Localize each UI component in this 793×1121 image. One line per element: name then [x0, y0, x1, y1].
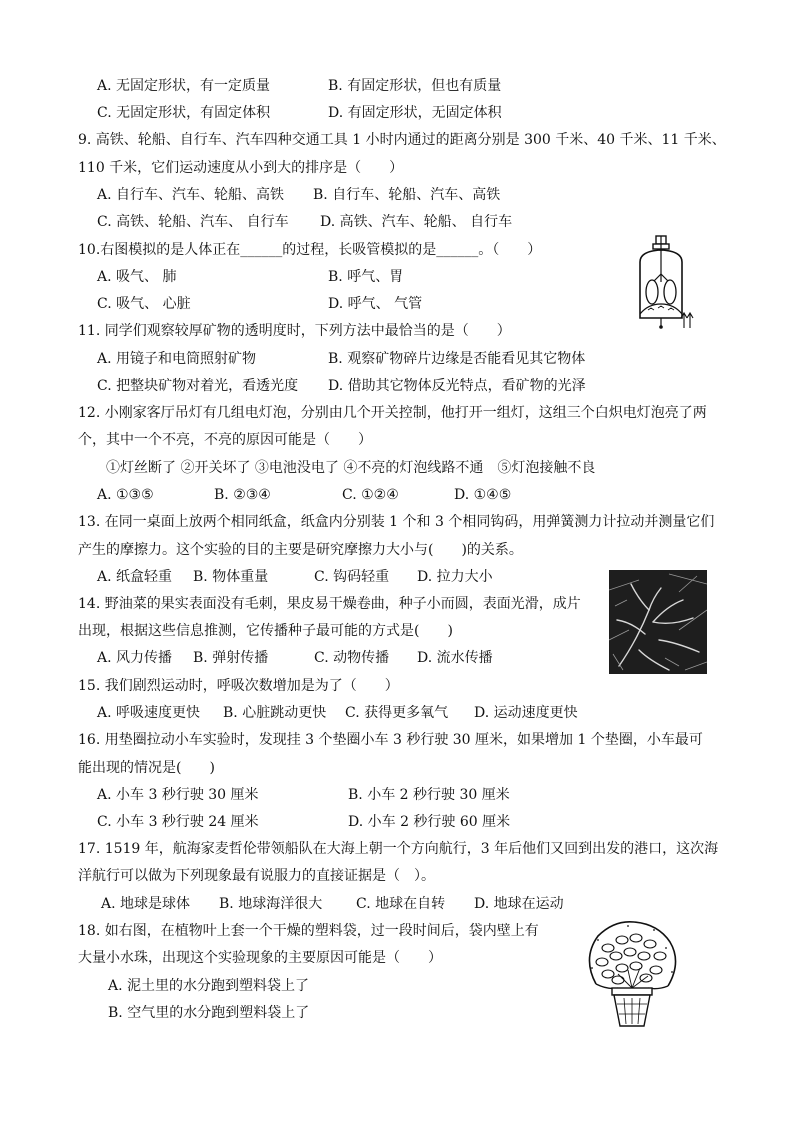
q12-option-a: A. ①③⑤: [97, 487, 154, 503]
q15-stem: 15. 我们剧烈运动时，呼吸次数增加是为了（ ）: [78, 678, 399, 694]
q14-option-b: B. 弹射传播: [193, 650, 269, 666]
q8-option-c: C. 无固定形状，有固定体积: [97, 105, 271, 121]
q16-stem-line-2: 能出现的情况是( ): [78, 760, 215, 776]
q9-option-a: A. 自行车、汽车、轮船、高铁: [97, 187, 285, 203]
q17-stem-line-1: 17. 1519 年，航海家麦哲伦带领船队在大海上朝一个方向航行，3 年后他们又回到出发的港口，这次海: [78, 841, 719, 857]
q17-option-b: B. 地球海洋很大: [219, 896, 323, 912]
q16-option-a: A. 小车 3 秒行驶 30 厘米: [97, 787, 259, 803]
q8-option-b: B. 有固定形状，但也有质量: [328, 78, 502, 94]
q15-option-c: C. 获得更多氧气: [345, 705, 449, 721]
q15-option-b: B. 心脏跳动更快: [223, 705, 327, 721]
q12-stem-line-1: 12. 小刚家客厅吊灯有几组电灯泡，分别由几个开关控制，他打开一组灯，这组三个白炽电灯泡亮了两: [78, 405, 707, 421]
q13-stem-line-1: 13. 在同一桌面上放两个相同纸盒，纸盒内分别装 1 个和 3 个相同钩码，用弹簧测力计拉动并测量它们: [78, 514, 715, 530]
q16-option-b: B. 小车 2 秒行驶 30 厘米: [348, 787, 510, 803]
q15-option-d: D. 运动速度更快: [474, 705, 578, 721]
q9-stem-line-1: 9. 高铁、轮船、自行车、汽车四种交通工具 1 小时内通过的距离分别是 300 千米、40 千米、11 千米、: [78, 132, 726, 148]
q17-option-c: C. 地球在自转: [356, 896, 446, 912]
q14-option-c: C. 动物传播: [314, 650, 390, 666]
q16-option-c: C. 小车 3 秒行驶 24 厘米: [97, 814, 259, 830]
q12-option-c: C. ①②④: [342, 487, 399, 503]
q13-option-c: C. 钩码轻重: [314, 569, 390, 585]
q10-stem: 10.右图模拟的是人体正在______的过程，长吸管模拟的是______。（ ）: [78, 242, 542, 258]
q13-option-d: D. 拉力大小: [417, 569, 493, 585]
q18-option-a: A. 泥土里的水分跑到塑料袋上了: [108, 978, 310, 994]
q8-option-a: A. 无固定形状，有一定质量: [97, 78, 271, 94]
q16-option-d: D. 小车 2 秒行驶 60 厘米: [348, 814, 511, 830]
q11-option-c: C. 把整块矿物对着光，看透光度: [97, 378, 299, 394]
q17-option-a: A. 地球是球体: [101, 896, 191, 912]
q18-stem-line-2: 大量小水珠，出现这个实验现象的主要原因可能是（ ）: [78, 950, 442, 966]
q10-option-b: B. 呼气、胃: [328, 269, 404, 285]
q13-option-a: A. 纸盒轻重: [97, 569, 173, 585]
seed-pod-photo: [609, 570, 707, 674]
q14-stem-line-1: 14. 野油菜的果实表面没有毛刺，果皮易干燥卷曲，种子小而圆，表面光滑，成片: [78, 596, 581, 612]
q11-stem: 11. 同学们观察较厚矿物的透明度时，下列方法中最恰当的是（ ）: [78, 323, 511, 339]
q11-option-d: D. 借助其它物体反光特点，看矿物的光泽: [328, 378, 586, 394]
q11-option-b: B. 观察矿物碎片边缘是否能看见其它物体: [328, 351, 586, 367]
q18-stem-line-1: 18. 如右图，在植物叶上套一个干燥的塑料袋，过一段时间后，袋内壁上有: [78, 923, 539, 939]
q17-option-d: D. 地球在运动: [474, 896, 564, 912]
q15-option-a: A. 呼吸速度更快: [97, 705, 201, 721]
plant-in-bag-icon: [578, 918, 686, 1030]
q17-stem-line-2: 洋航行可以做为下列现象最有说服力的直接证据是（ ）。: [78, 868, 435, 884]
q14-option-a: A. 风力传播: [97, 650, 173, 666]
lung-model-icon: [626, 234, 696, 330]
q11-option-a: A. 用镜子和电筒照射矿物: [97, 351, 257, 367]
q14-stem-line-2: 出现，根据这些信息推测，它传播种子最可能的方式是( ): [78, 623, 453, 639]
q10-option-a: A. 吸气、 肺: [97, 269, 177, 285]
q8-option-d: D. 有固定形状，无固定体积: [328, 105, 502, 121]
q9-option-b: B. 自行车、轮船、汽车、高铁: [313, 187, 501, 203]
q16-stem-line-1: 16. 用垫圈拉动小车实验时，发现挂 3 个垫圈小车 3 秒行驶 30 厘米，如果增加 1 个垫圈，小车最可: [78, 732, 703, 748]
q9-option-c: C. 高铁、轮船、汽车、 自行车: [97, 214, 289, 230]
q9-option-d: D. 高铁、汽车、轮船、 自行车: [320, 214, 513, 230]
q13-stem-line-2: 产生的摩擦力。这个实验的目的主要是研究摩擦力大小与( )的关系。: [78, 542, 523, 558]
q9-stem-line-2: 110 千米，它们运动速度从小到大的排序是（ ）: [78, 160, 404, 176]
q10-option-d: D. 呼气、 气管: [328, 296, 423, 312]
q18-option-b: B. 空气里的水分跑到塑料袋上了: [108, 1005, 310, 1021]
q12-stem-line-2: 个，其中一个不亮，不亮的原因可能是（ ）: [78, 432, 372, 448]
q14-option-d: D. 流水传播: [417, 650, 493, 666]
q10-option-c: C. 吸气、 心脏: [97, 296, 191, 312]
q12-option-b: B. ②③④: [214, 487, 271, 503]
q13-option-b: B. 物体重量: [193, 569, 269, 585]
q12-choices: ①灯丝断了 ②开关坏了 ③电池没电了 ④不亮的灯泡线路不通 ⑤灯泡接触不良: [106, 460, 596, 476]
q12-option-d: D. ①④⑤: [454, 487, 512, 503]
